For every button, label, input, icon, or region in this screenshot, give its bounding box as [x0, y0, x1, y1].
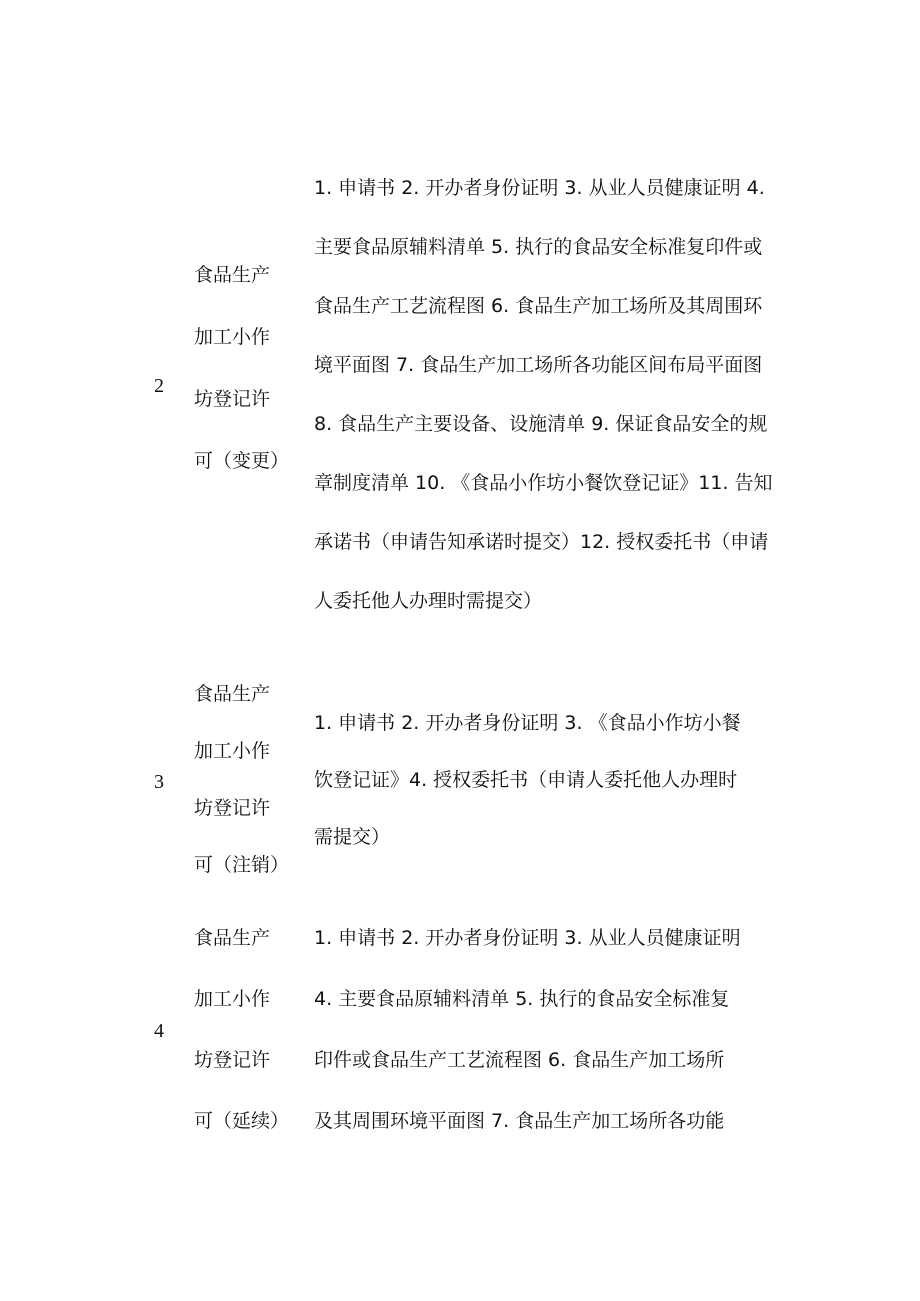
item-name-line: 食品生产 [194, 683, 271, 705]
item-name-line: 食品生产 [194, 264, 271, 286]
item-name-line: 可（延续） [194, 1110, 290, 1132]
item-name-line: 加工小作 [194, 326, 271, 348]
materials-line: 章制度清单 10. 《食品小作坊小餐饮登记证》11. 告知 [314, 472, 773, 494]
item-name-line: 坊登记许 [194, 797, 271, 819]
materials-line: 饮登记证》4. 授权委托书（申请人委托他人办理时 [314, 769, 738, 791]
row-number: 3 [154, 771, 164, 793]
item-name-cell [194, 925, 304, 1169]
item-name-line: 坊登记许 [194, 1049, 271, 1071]
row-number: 4 [154, 1020, 164, 1042]
row-number: 2 [154, 375, 164, 397]
materials-line: 食品生产工艺流程图 6. 食品生产加工场所及其周围环 [314, 295, 763, 317]
materials-line: 需提交） [314, 826, 391, 848]
materials-line: 境平面图 7. 食品生产加工场所各功能区间布局平面图 [314, 354, 763, 376]
item-name-line: 可（变更） [194, 450, 290, 472]
materials-line: 承诺书（申请告知承诺时提交）12. 授权委托书（申请 [314, 531, 769, 553]
item-name-cell [194, 681, 304, 909]
materials-line: 1. 申请书 2. 开办者身份证明 3. 《食品小作坊小餐 [314, 712, 741, 734]
materials-line: 1. 申请书 2. 开办者身份证明 3. 从业人员健康证明 [314, 927, 741, 949]
materials-cell [314, 925, 804, 1169]
item-name-line: 食品生产 [194, 927, 271, 949]
item-name-line: 加工小作 [194, 740, 271, 762]
item-name-line: 坊登记许 [194, 388, 271, 410]
materials-line: 主要食品原辅料清单 5. 执行的食品安全标准复印件或 [314, 236, 763, 258]
materials-cell [314, 710, 804, 881]
materials-line: 及其周围环境平面图 7. 食品生产加工场所各功能 [314, 1110, 725, 1132]
item-name-line: 可（注销） [194, 854, 290, 876]
materials-line: 人委托他人办理时需提交） [314, 590, 543, 612]
materials-cell [314, 175, 804, 647]
item-name-line: 加工小作 [194, 988, 271, 1010]
item-name-cell [194, 262, 304, 510]
materials-line: 4. 主要食品原辅料清单 5. 执行的食品安全标准复 [314, 988, 730, 1010]
materials-line: 8. 食品生产主要设备、设施清单 9. 保证食品安全的规 [314, 413, 768, 435]
materials-line: 1. 申请书 2. 开办者身份证明 3. 从业人员健康证明 4. [314, 177, 765, 199]
materials-line: 印件或食品生产工艺流程图 6. 食品生产加工场所 [314, 1049, 725, 1071]
